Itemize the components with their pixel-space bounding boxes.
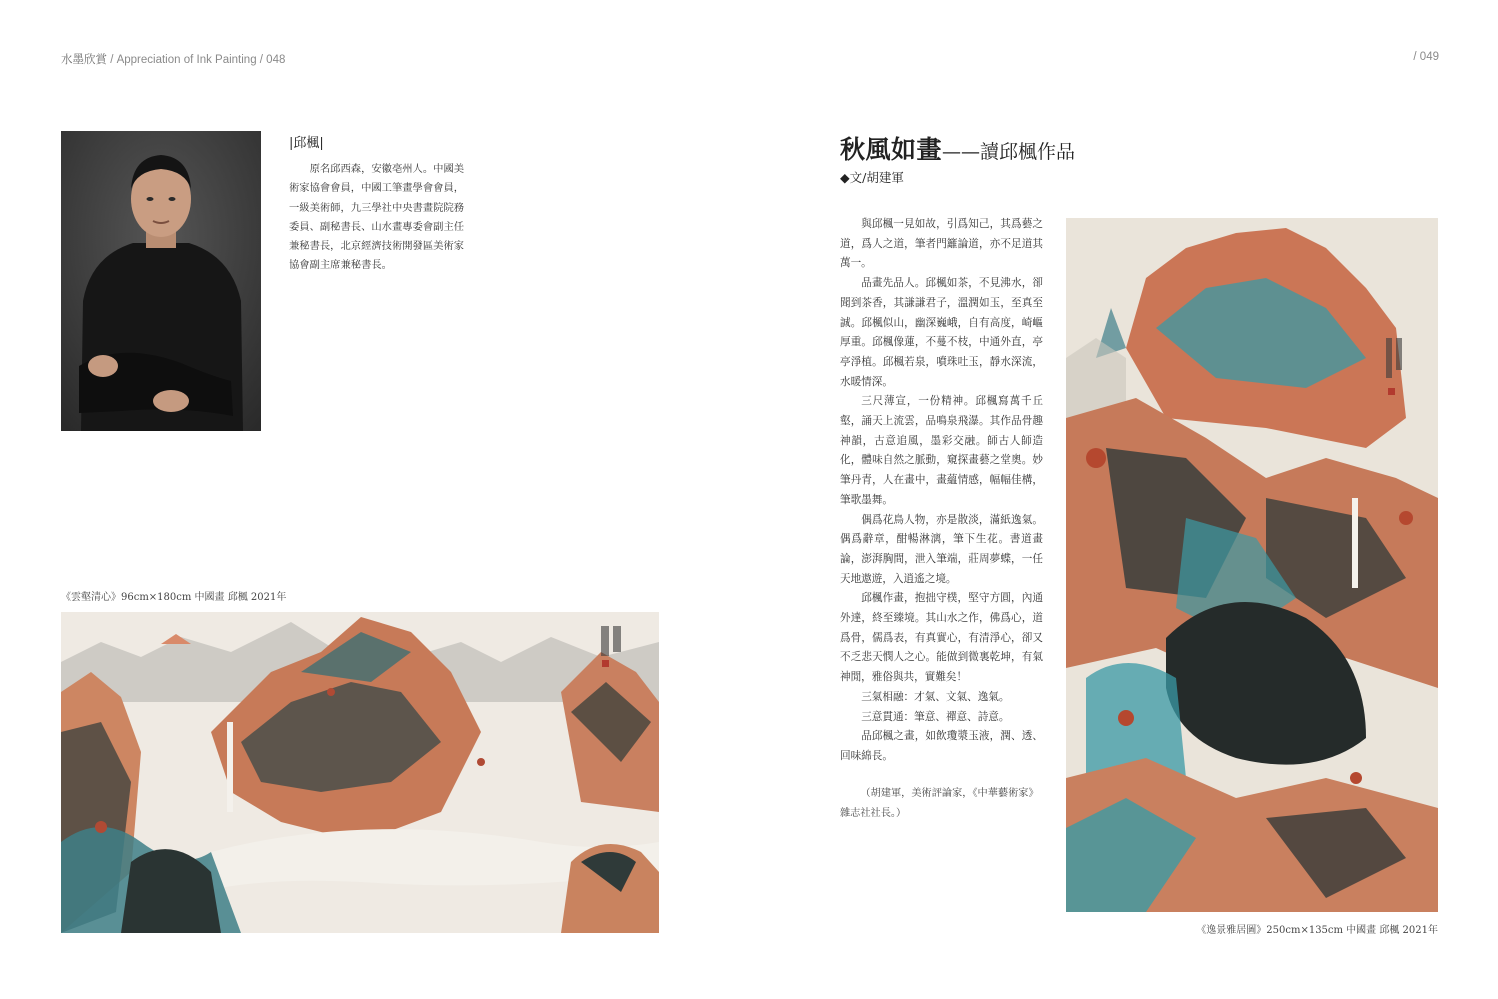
landscape-painting-vertical (1066, 218, 1438, 912)
artist-portrait-photo (61, 131, 261, 431)
vertical-painting-illustration (1066, 218, 1438, 912)
artist-bio-text (289, 160, 469, 276)
landscape-painting-horizontal (61, 612, 659, 933)
article-paragraph: 三尺薄宣，一份精神。邱楓寫萬千丘壑，誦天上流雲，品鳴泉飛瀑。其作品骨趣神韻，古意追風，墨彩交融。師古人師造化，體味自然之脈動，窺探畫藝之堂奧。妙筆丹青，人在畫中，畫蘊情感，幅幅佳構，筆歌墨舞。 (840, 395, 1043, 506)
author-note: （胡建軍，美術評論家，《中華藝術家》雜志社社長。） (840, 788, 1039, 819)
article-paragraph: 品邱楓之畫，如飲瓊漿玉液，潤、透、回味綿長。 (840, 730, 1043, 762)
portrait-illustration (61, 131, 261, 431)
landscape-painting-illustration (61, 612, 659, 933)
article-paragraph: 品畫先品人。邱楓如茶，不見沸水，卻聞到茶香，其謙謙君子，溫潤如玉，至真至誠。邱楓似山，幽深巍峨，自有高度，崎嶇厚重。邱楓像蓮，不蔓不枝，中通外直，亭亭淨植。邱楓若泉，噴珠吐玉，靜水深流，水暖情深。 (840, 277, 1043, 388)
article-paragraph: 與邱楓一見如故，引爲知己，其爲藝之道，爲人之道，筆者門籬論道，亦不足道其萬一。 (840, 218, 1043, 270)
magazine-section-title: 水墨欣賞 (61, 54, 107, 66)
article-paragraph: 三氣相融：才氣、文氣、逸氣。 (861, 690, 1010, 703)
section-subtitle-page-number: / Appreciation of Ink Painting / 048 (107, 54, 286, 66)
article-paragraph: 偶爲花鳥人物，亦是散淡，滿紙逸氣。偶爲辭章，酣暢淋漓，筆下生花。書道畫論，澎湃胸間，泄入筆端，莊周夢蝶，一任天地遨遊，入逍遙之境。 (840, 513, 1043, 585)
artist-bio-paragraph: 原名邱西森，安徽亳州人。中國美術家協會會員，中國工筆畫學會會員，一級美術師，九三學社中央書畫院院務委員、副秘書長、山水畫專委會副主任兼秘書長，北京經濟技術開發區美術家協會副主席兼秘書長。 (289, 163, 465, 272)
article-author: ◆文/胡建軍 (840, 170, 904, 185)
article-paragraph: 邱楓作畫，抱拙守樸，堅守方圓，內通外達，終至臻境。其山水之作，佛爲心，道爲骨，儒爲表，有真實心，有清淨心，卻又不乏悲天憫人之心。能做到微裏乾坤，有氣神閒，雅俗與共，實難矣！ (840, 592, 1043, 684)
article-title (840, 130, 1075, 166)
article-title-sub: ——讀邱楓作品 (942, 141, 1076, 163)
painting-caption-right: 《逸景雅居圖》250cm×135cm 中國畫 邱楓 2021年 (1196, 925, 1438, 936)
running-header-left (61, 51, 285, 67)
artist-name-heading: |邱楓| (289, 136, 324, 151)
article-body (840, 215, 1043, 767)
painting-caption-left: 《雲壑清心》96cm×180cm 中國畫 邱楓 2021年 (61, 592, 287, 603)
article-paragraph: 三意貫通：筆意、禪意、詩意。 (861, 710, 1010, 723)
page-number-right: / 049 (1413, 51, 1439, 63)
article-title-main: 秋風如畫 (840, 135, 943, 164)
